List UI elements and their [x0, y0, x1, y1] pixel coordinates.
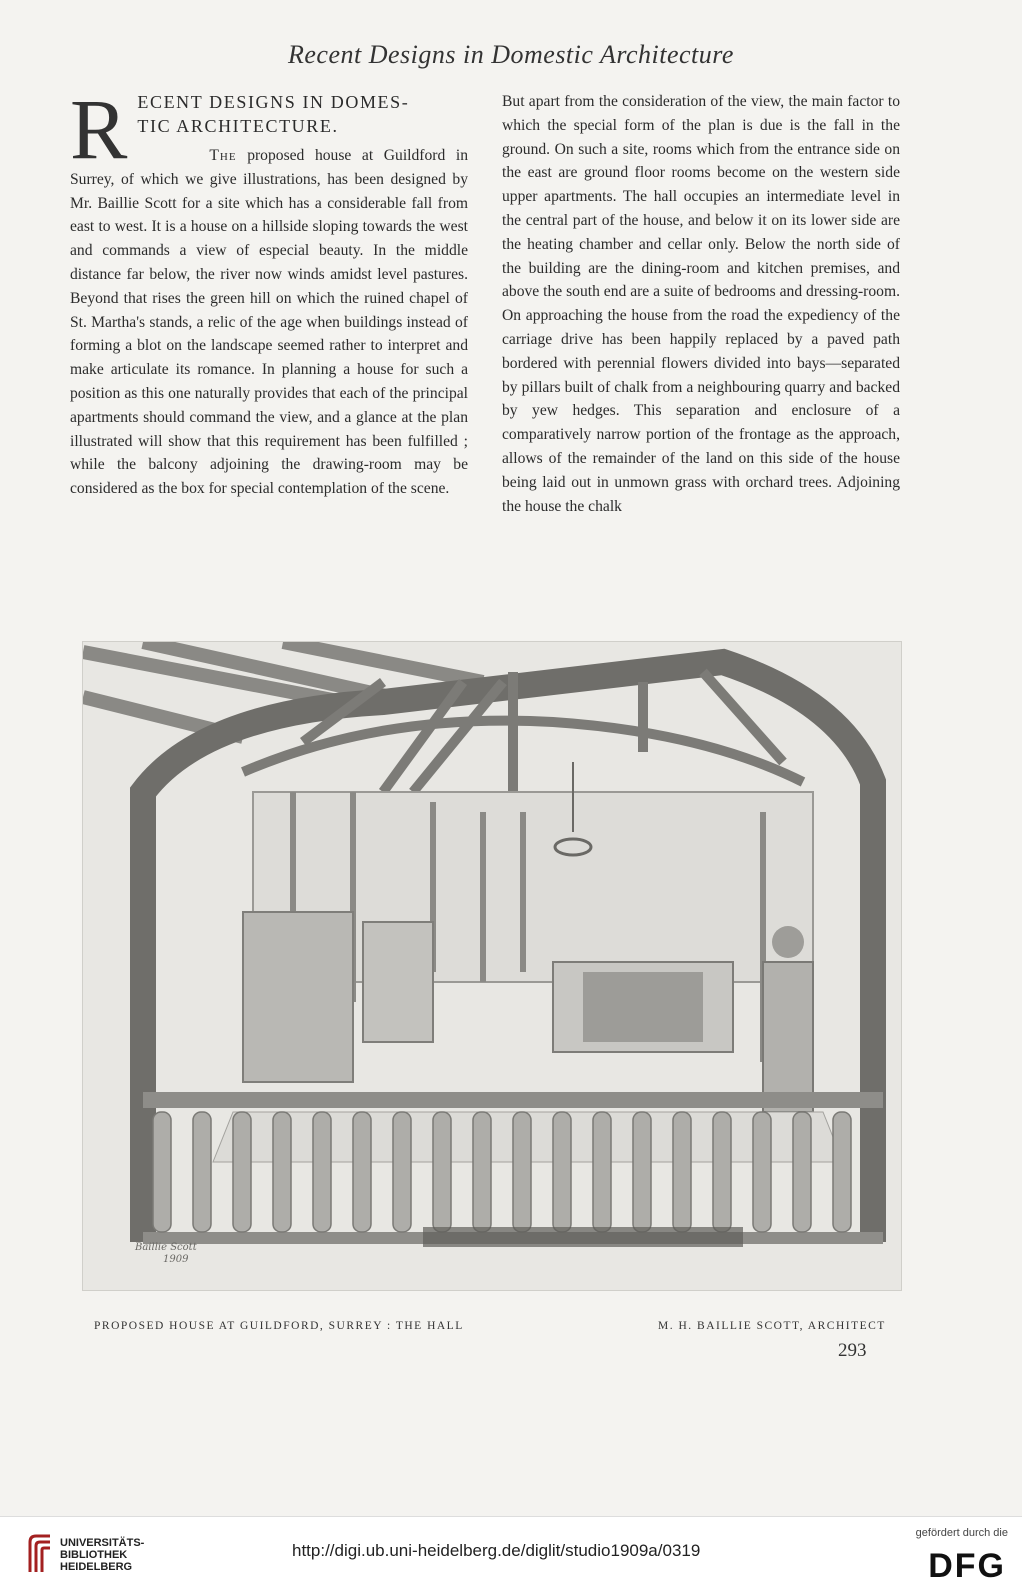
- left-body: proposed house at Guildford in Surrey, of which we give illustrations, has been designed by Mr. Baillie Scott for a site which has a considerable fall from east to west. It is a house on a hillside sloping towards the west and commands a view of especial beauty. In the middle distance far below, the river now winds amidst level pastures. Beyond that rises the green hill on which the ruined chapel of St. Martha's stands, a relic of the age when buildings instead of forming a blot on the landscape seemed rather to interpret and make articulate its romance. In planning a house for such a position as this one naturally provides that each of the principal apartments should command the view, and a glance at the plan illustrated will show that this requirement has been fulfilled ; while the balcony adjoining the drawing-room may be considered as the box for special contemplation of the scene.: [70, 147, 468, 498]
- funding-note: gefördert durch die: [915, 1527, 1008, 1539]
- running-head: Recent Designs in Domestic Architecture: [288, 40, 734, 69]
- article-heading-line-1: ECENT DESIGNS IN DOMES-: [137, 92, 410, 112]
- source-url-link[interactable]: http://digi.ub.uni-heidelberg.de/diglit/studio1909a/0319: [292, 1541, 701, 1560]
- illustration-caption: PROPOSED HOUSE AT GUILDFORD, SURREY : THE HALL: [94, 1320, 464, 1332]
- right-column: [502, 90, 900, 518]
- hall-drawing: [83, 642, 901, 1290]
- library-name: [60, 1537, 144, 1573]
- artist-signature-year: 1909: [163, 1254, 189, 1265]
- library-name-line-3: HEIDELBERG: [60, 1561, 133, 1573]
- hall-illustration: [82, 641, 902, 1291]
- article-heading-line-2: TIC ARCHITECTURE.: [137, 116, 339, 136]
- page-number: 293: [838, 1340, 867, 1361]
- architect-credit: M. H. BAILLIE SCOTT, ARCHITECT: [658, 1320, 886, 1332]
- left-column-text: [70, 144, 468, 501]
- left-column: [70, 81, 468, 501]
- lead-word: The: [209, 147, 237, 164]
- library-logo-icon: [26, 1532, 54, 1576]
- library-name-line-2: BIBLIOTHEK: [60, 1549, 128, 1561]
- dfg-logo: DFG: [928, 1547, 1006, 1585]
- library-name-line-1: UNIVERSITÄTS-: [60, 1537, 145, 1549]
- digitization-footer: [0, 1516, 1022, 1594]
- right-body: But apart from the consideration of the view, the main factor to which the special form of the plan is due is the fall in the ground. On such a site, rooms which from the entrance side on the east are ground floor rooms become on the western side upper apartments. The hall occupies an intermediate level in the central part of the house, and below it on its lower side are the heating chamber and cellar only. Below the north side of the building are the dining-room and kitchen premises, and above the south end are a suite of bedrooms and dressing-room. On approaching the house from the road the expediency of the carriage drive has been happily replaced by a paved path bordered with perennial flowers divided into bays—separated by pillars built of chalk from a neighbouring quarry and backed by yew hedges. This separation and enclosure of a comparatively narrow portion of the frontage as the approach, allows of the remainder of the land on this side of the house being laid out in unmown grass with orchard trees. Adjoining the house the chalk: [502, 93, 900, 515]
- artist-signature: Baillie Scott: [135, 1242, 197, 1253]
- drop-cap: R: [70, 81, 128, 177]
